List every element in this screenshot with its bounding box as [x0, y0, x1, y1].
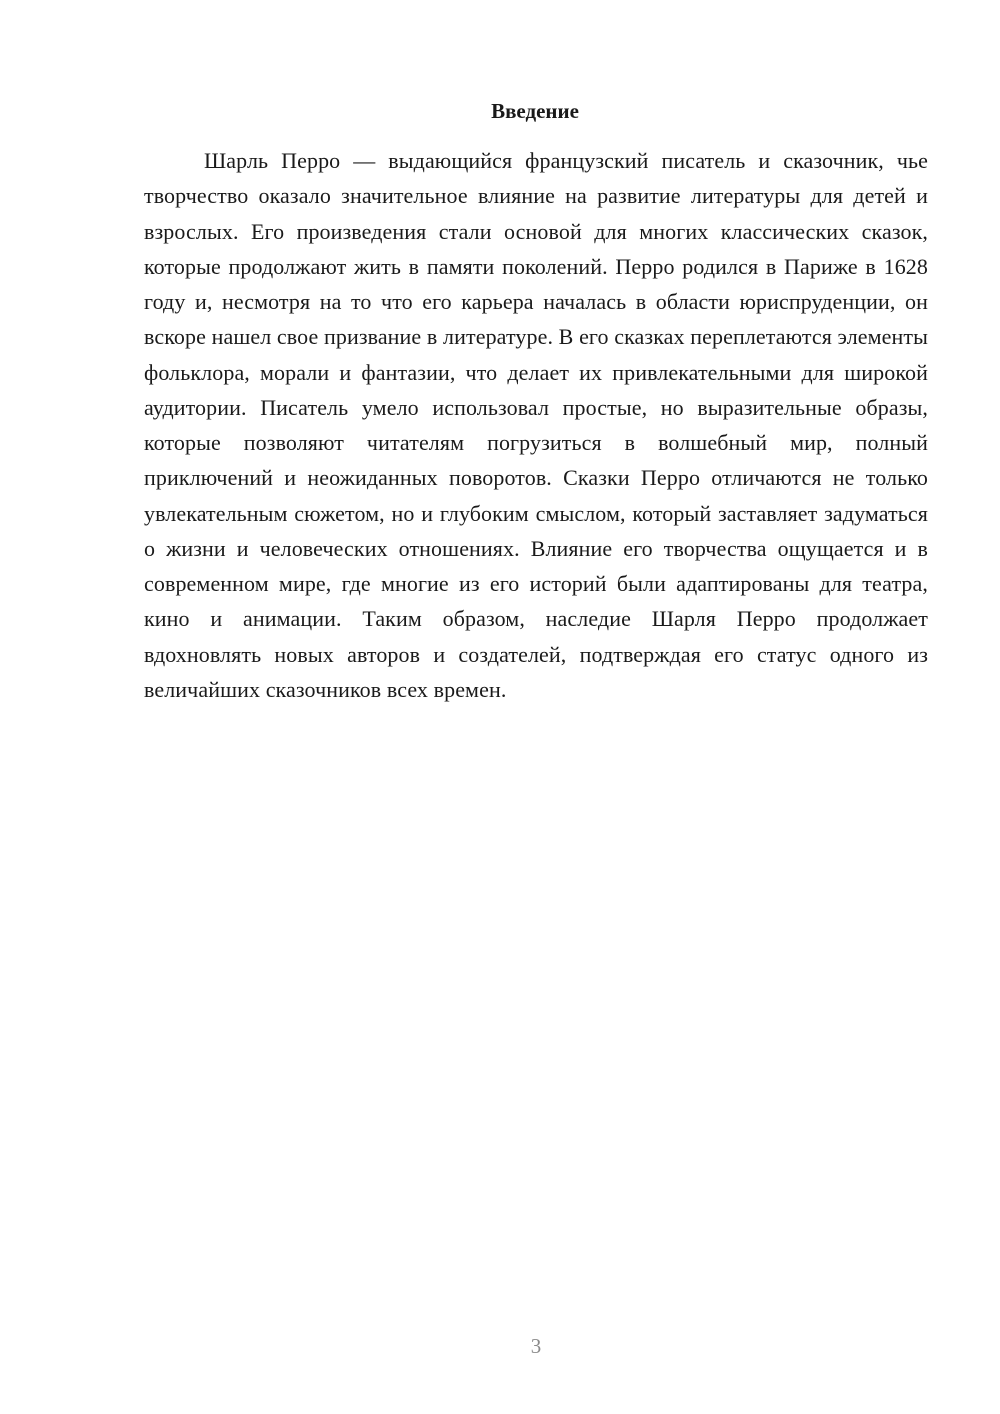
page-number: 3 — [530, 1334, 542, 1358]
section-heading: Введение — [491, 99, 579, 123]
body-paragraph: Шарль Перро — выдающийся французский писатель и сказочник, чье творчество оказало значительное влияние на развитие литературы для детей и взрослых. Его произведения стали основой для многих классических сказок, которые продолжают жить в памяти поколений. Перро родился в Париже в 1628 году и, несмотря на то что его карьера началась в области юриспруденции, он вскоре нашел свое призвание в литературе. В его сказках переплетаются элементы фольклора, морали и фантазии, что делает их привлекательными для широкой аудитории. Писатель умело использовал простые, но выразительные образы, которые позволяют читателям погрузиться в волшебный мир, полный приключений и неожиданных поворотов. Сказки Перро отличаются не только увлекательным сюжетом, но и глубоким смыслом, который заставляет задуматься о жизни и человеческих отношениях. Влияние его творчества ощущается и в современном мире, где многие из его историй были адаптированы для театра, кино и анимации. Таким образом, наследие Шарля Перро продолжает вдохновлять новых авторов и создателей, подтверждая его статус одного из величайших сказочников всех времен. — [144, 148, 928, 702]
